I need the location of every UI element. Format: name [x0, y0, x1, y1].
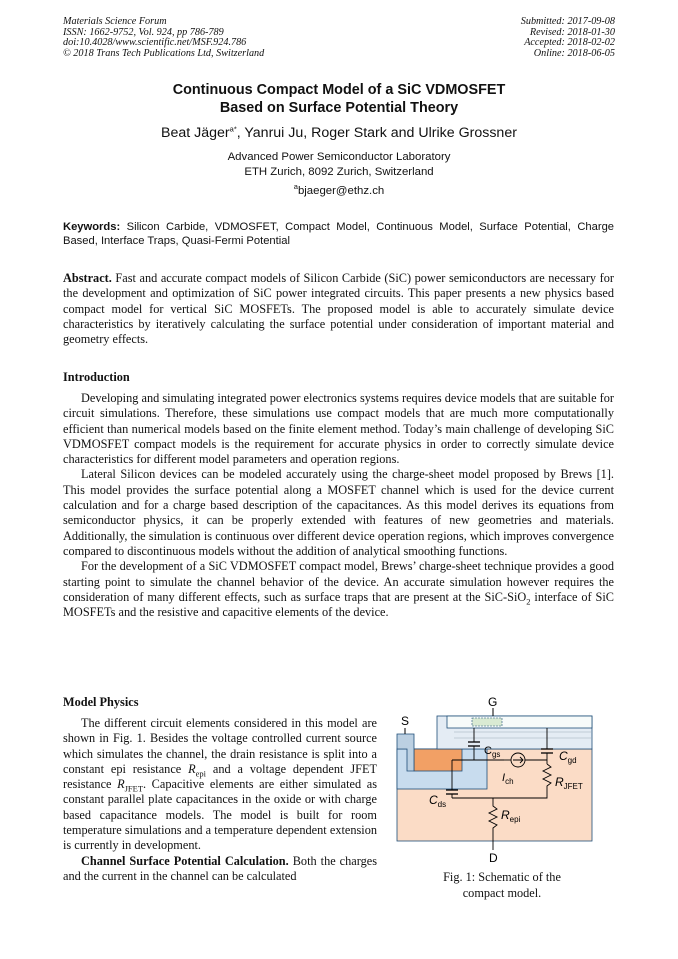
cgs-label: $C_{gs}$	[484, 745, 501, 759]
source-terminal-label: S	[401, 714, 410, 728]
drain-terminal-label: D	[489, 851, 498, 864]
intro-paragraph-2: Lateral Silicon devices can be modeled accurately using the charge-sheet model proposed by Brews [1]. This model provides the surface potential along a MOSFET channel which is used for the device current calculation and for a charge based description of the capacitances. As this model derives its equations from semiconductor physics, it can be properly extended with features of new geometries and materials. Additionally, the simulation is continuous over different device operation regions, which improves convergence compared to discontinuous models without the addition of analytical smoothing functions.	[63, 467, 614, 558]
author-list	[0, 125, 678, 141]
journal-name: Materials Science Forum	[63, 16, 167, 27]
dates-info	[521, 17, 615, 59]
title-line-1: Continuous Compact Model of a SiC VDMOSFET	[172, 82, 506, 98]
title-line-2: Based on Surface Potential Theory	[219, 100, 459, 116]
first-author-mark: a*	[229, 124, 237, 134]
abstract-text: Fast and accurate compact models of Silicon Carbide (SiC) power semiconductors are necessary for the development and optimization of SiC power integrated circuits. This paper presents a new physics based compact model for vertical SiC MOSFETs. The proposed model is able to accurately simulate device characteristics by iteratively calculating the surface potential under consideration of important material and geometry effects.	[63, 271, 614, 347]
model-physics-body	[63, 716, 377, 884]
keywords-label: Keywords:	[63, 221, 121, 233]
model-paragraph-2: Channel Surface Potential Calculation. Both the charges and the current in the channel can be calculated	[63, 853, 377, 883]
submitted-date: Submitted: 2017-09-08	[520, 16, 615, 27]
abstract-label: Abstract.	[63, 271, 112, 285]
abstract	[63, 271, 614, 347]
introduction-heading: Introduction	[63, 370, 130, 384]
intro-paragraph-3: For the development of a SiC VDMOSFET compact model, Brews’ charge-sheet technique provides a good starting point to simulate the channel behavior of the device. An accurate simulation however requires the consideration of many different effects, such as surface traps that are present at the SiC-SiO$_2$ interface of SiC MOSFETs and the resistive and capacitive elements of the device.	[63, 559, 614, 620]
mosfet-schematic-figure	[392, 694, 602, 864]
figure-caption	[400, 869, 604, 901]
caption-line-1: Fig. 1: Schematic of the	[443, 870, 561, 884]
revised-date: Revised: 2018-01-30	[529, 26, 615, 38]
journal-info	[63, 17, 264, 59]
keywords-text: Silicon Carbide, VDMOSFET, Compact Model, Continuous Model, Surface Potential, Charge Based, Interface Traps, Quasi-Fermi Potential	[63, 221, 615, 248]
other-authors: , Yanrui Ju, Roger Stark and Ulrike Grossner	[236, 125, 517, 141]
online-date: Online: 2018-06-05	[533, 47, 615, 59]
intro-paragraph-1: Developing and simulating integrated power electronics systems requires device models that are suitable for circuit simulations. Therefore, these simulations use compact models that are much more computationally efficient than numerical models based on the finite element method. Today’s main challenge of developing SiC VDMOSFET compact models is the requirement for accurate physics in order to correctly simulate device characteristics for different model parameters and operation regions.	[63, 391, 614, 467]
model-paragraph-1: The different circuit elements considered in this model are shown in Fig. 1. Besides the voltage controlled current source which simulates the channel, the drain resistance is split into a constant epi resistance $R_{epi}$ and a voltage dependent JFET resistance $R_{JFET}$. Capacitive elements are either simulated as constant parallel plate capacitances in the oxide or with charge based capacitance models. The model is built for room temperature simulations and a temperature dependent extension is currently in development.	[63, 716, 377, 853]
caption-line-2: compact model.	[462, 886, 542, 900]
affiliation-line-1: Advanced Power Semiconductor Laboratory	[227, 151, 451, 163]
email-address[interactable]: bjaeger@ethz.ch	[297, 185, 385, 197]
accepted-date: Accepted: 2018-02-02	[524, 37, 615, 49]
paper-title	[0, 81, 678, 117]
cds-label: $C_{ds}$	[429, 793, 447, 809]
email-mark: a	[293, 182, 298, 192]
doi-line[interactable]: doi:10.4028/www.scientific.net/MSF.924.786	[63, 37, 247, 49]
copyright-line: © 2018 Trans Tech Publications Ltd, Switzerland	[63, 47, 265, 59]
gate-poly	[447, 716, 592, 728]
author-email	[0, 182, 678, 197]
issn-line: ISSN: 1662-9752, Vol. 924, pp 786-789	[63, 26, 224, 38]
affiliation-line-2: ETH Zurich, 8092 Zurich, Switzerland	[244, 165, 434, 178]
repi-label: $R_{epi}$	[501, 808, 521, 824]
model-physics-heading: Model Physics	[63, 695, 139, 709]
first-author: Beat Jäger	[161, 125, 230, 141]
gate-contact	[472, 718, 502, 726]
rjfet-label: $R_{JFET}$	[555, 775, 583, 791]
keywords	[63, 220, 614, 249]
affiliation	[0, 150, 678, 179]
cgd-label: $C_{gd}$	[559, 749, 577, 765]
gate-terminal-label: G	[488, 695, 498, 709]
ich-label: $I_{ch}$	[502, 772, 514, 786]
introduction-body	[63, 391, 614, 620]
